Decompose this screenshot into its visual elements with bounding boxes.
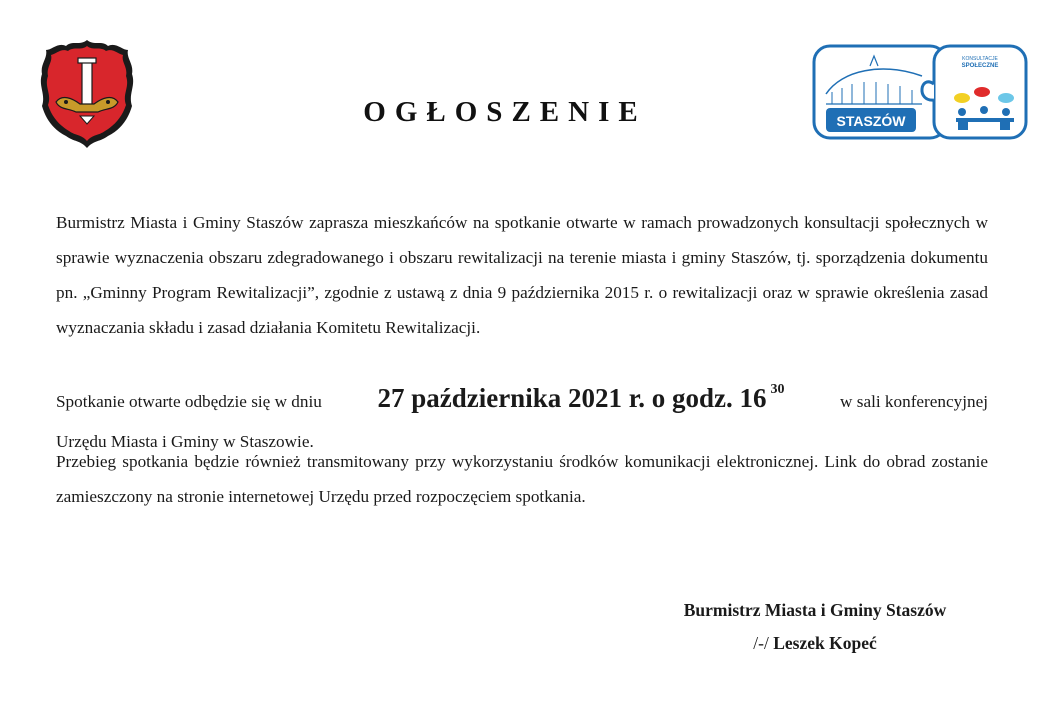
meeting-date-line	[56, 368, 988, 424]
announcement-paragraph-broadcast: Przebieg spotkania będzie również transmitowany przy wykorzystaniu środków komunikacji elektronicznej. Link do obrad zostanie zamieszczony na stronie internetowej Urzędu przed rozpoczęciem spotkania.	[56, 452, 988, 506]
signature-prefix: /-/	[753, 633, 769, 653]
meeting-intro-text: Spotkanie otwarte odbędzie się w dniu	[56, 392, 322, 411]
meeting-date: 27 października 2021 r. o godz. 16	[377, 383, 767, 413]
staszow-consultation-logo	[812, 44, 1028, 142]
signature-name: Leszek Kopeć	[773, 633, 877, 653]
meeting-place-office: Urzędu Miasta i Gminy w Staszowie.	[56, 432, 314, 451]
logo-text: STASZÓW	[836, 113, 906, 129]
announcement-title: OGŁOSZENIE	[363, 96, 647, 128]
meeting-minutes: 30	[770, 382, 785, 397]
signature-name-line	[640, 633, 990, 654]
signature-role: Burmistrz Miasta i Gminy Staszów	[683, 600, 947, 620]
announcement-paragraph-intro: Burmistrz Miasta i Gminy Staszów zaprasza mieszkańców na spotkanie otwarte w ramach prowadzonych konsultacji społecznych w sprawie wyznaczenia obszaru zdegradowanego i obszaru rewitalizacji na terenie miasta i gminy Staszów, tj. sporządzenia dokumentu pn. „Gminny Program Rewitalizacji”, zgodnie z ustawą z dnia 9 października 2015 r. o rewitalizacji oraz w sprawie określenia zasad wyznaczania składu i zasad działania Komitetu Rewitalizacji.	[56, 213, 988, 337]
staszow-coat-of-arms-icon	[36, 36, 138, 150]
meeting-place-text: w sali konferencyjnej	[840, 392, 988, 411]
logo-badge-line1: KONSULTACJE	[962, 56, 998, 62]
logo-badge-line2: SPOŁECZNE	[961, 63, 999, 69]
